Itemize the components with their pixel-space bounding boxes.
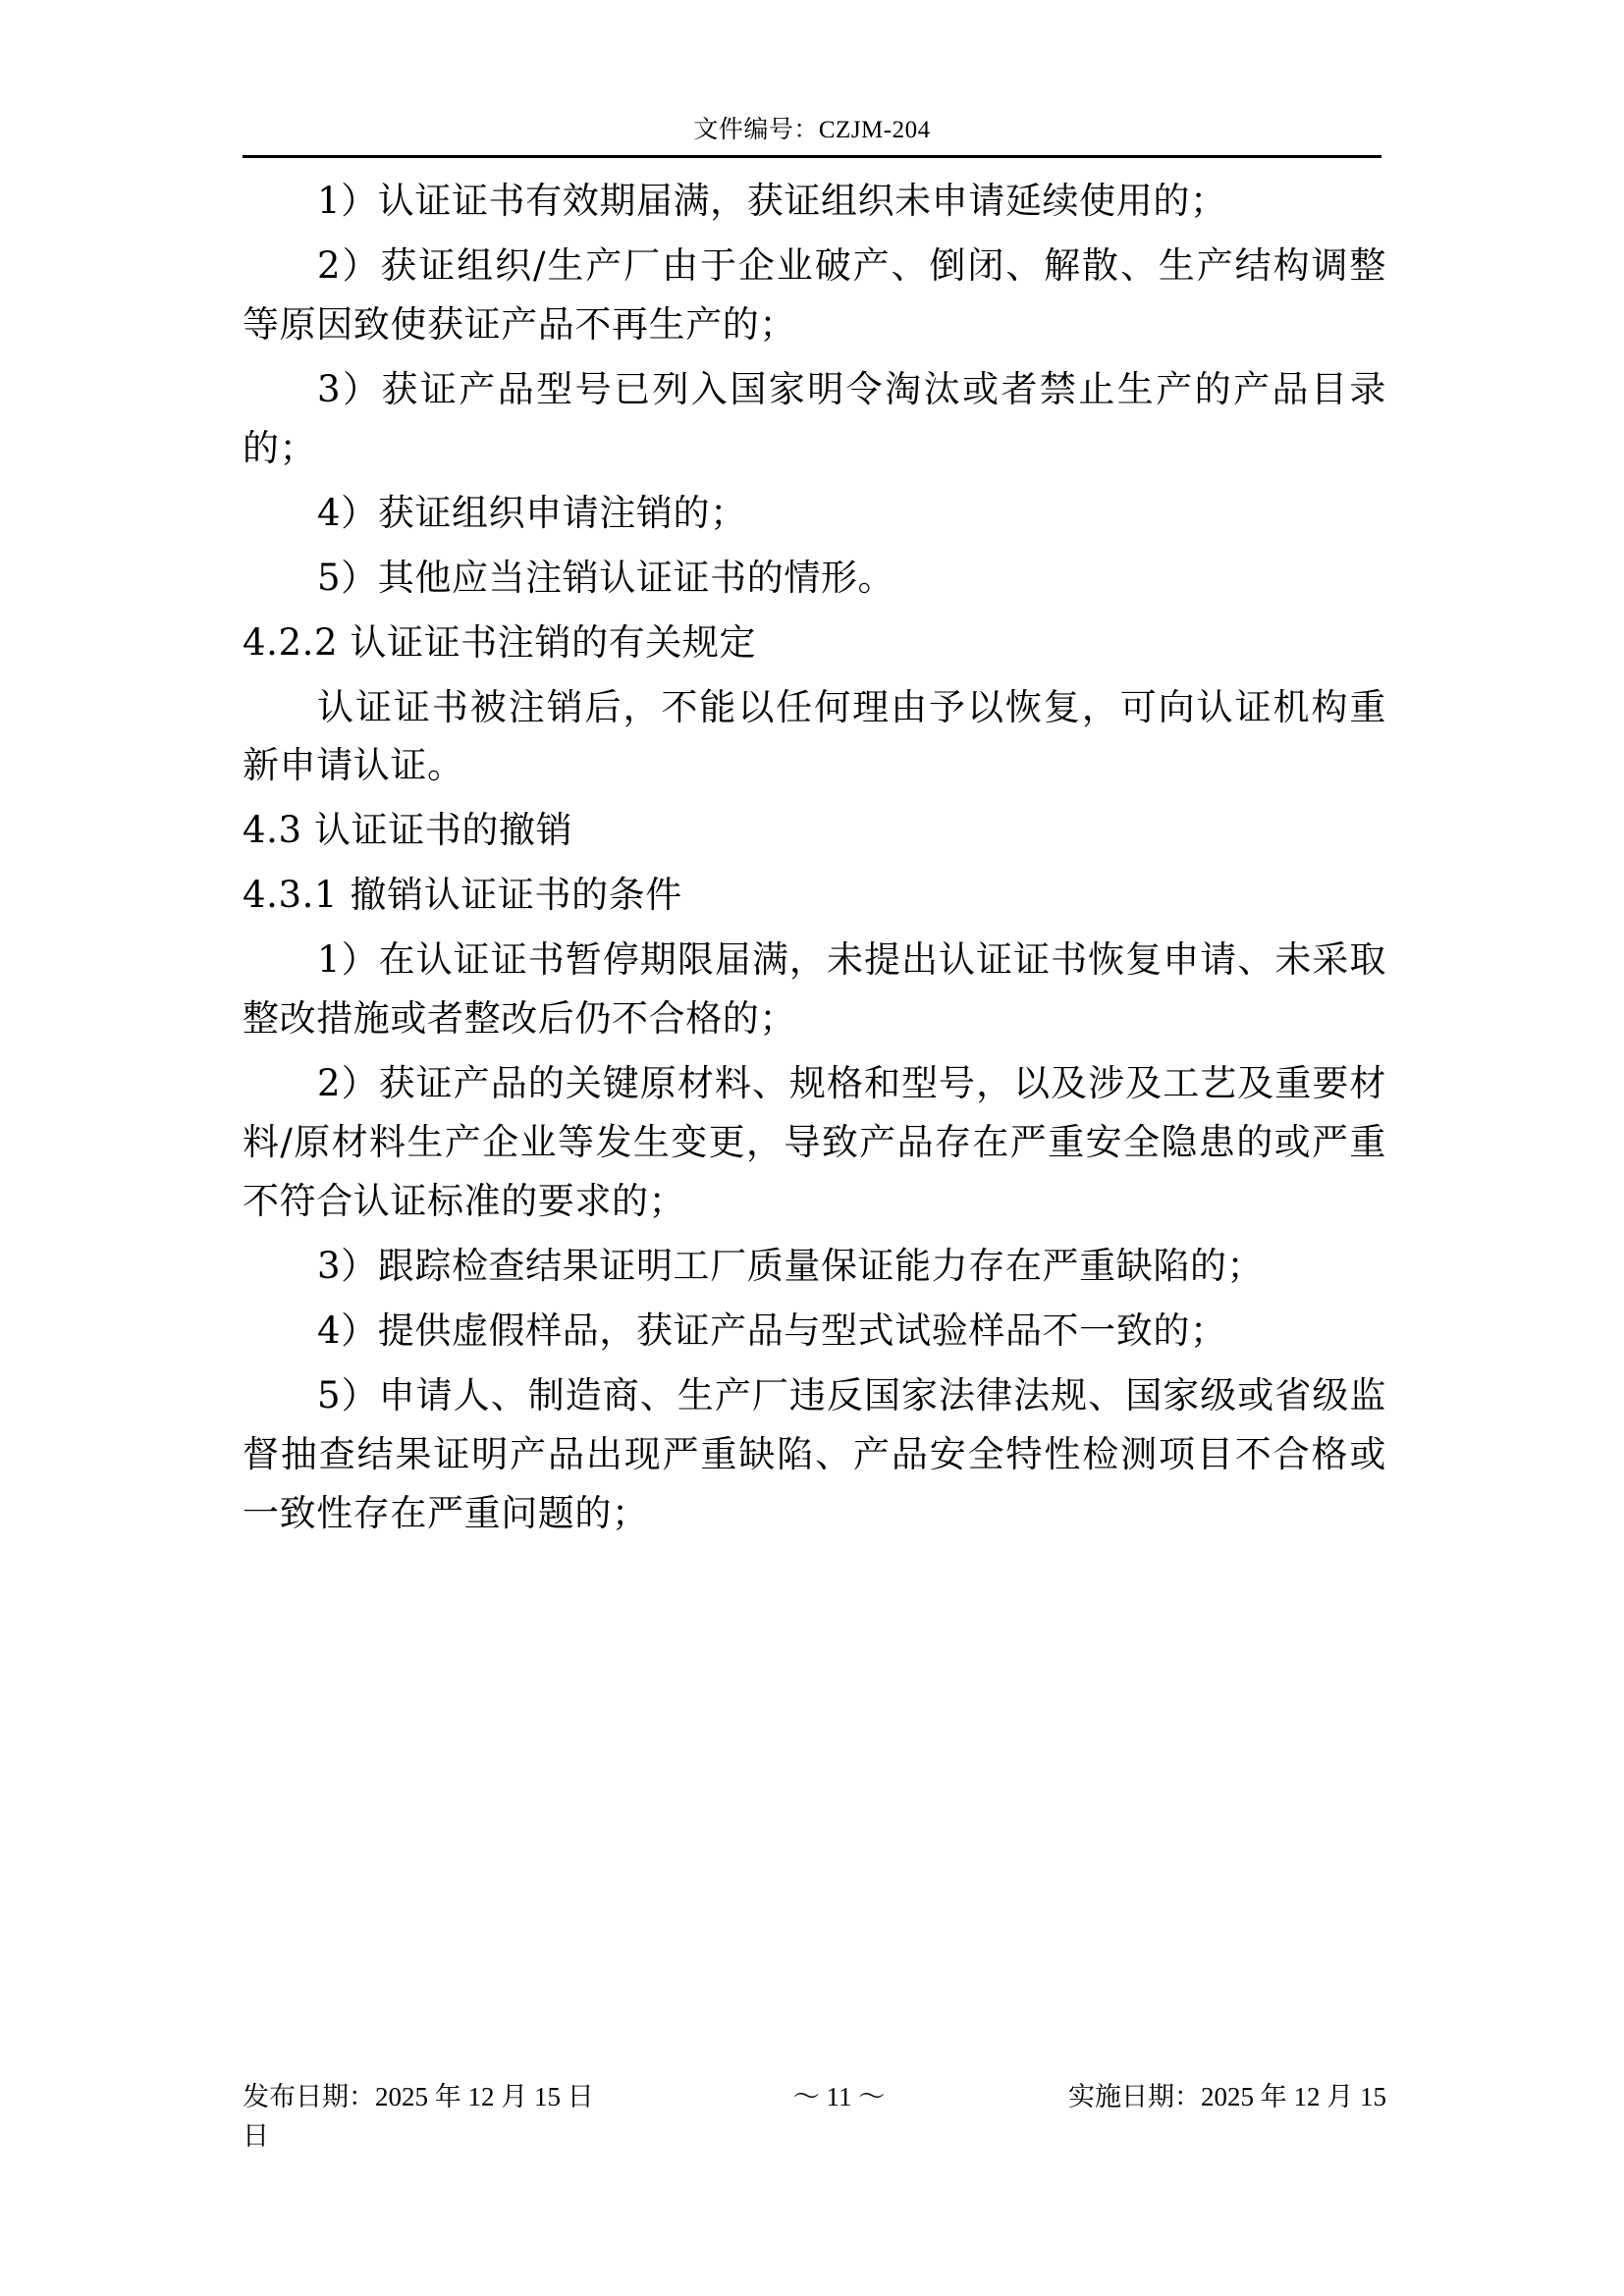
footer-issue-date: 发布日期：2025 年 12 月 15 日	[243, 2082, 594, 2111]
list-item: 4）提供虚假样品，获证产品与型式试验样品不一致的；	[317, 1308, 1227, 1352]
list-item: 2）获证组织/生产厂由于企业破产、倒闭、解散、生产结构调整等原因致使获证产品不再生产的；	[243, 243, 1386, 346]
section-heading-4-2-2: 4.2.2 认证证书注销的有关规定	[243, 620, 757, 664]
header-divider	[243, 155, 1381, 158]
footer-effective-date: 实施日期：2025 年 12 月 15	[1068, 2082, 1386, 2111]
footer-effective-date-overflow: 日	[243, 2120, 269, 2151]
list-item: 5）其他应当注销认证证书的情形。	[317, 556, 895, 599]
list-item: 5）申请人、制造商、生产厂违反国家法律法规、国家级或省级监督抽查结果证明产品出现严重缺陷、产品安全特性检测项目不合格或一致性存在严重问题的；	[243, 1373, 1386, 1534]
paragraph: 认证证书被注销后，不能以任何理由予以恢复，可向认证机构重新申请认证。	[243, 685, 1386, 787]
list-item: 2）获证产品的关键原材料、规格和型号，以及涉及工艺及重要材料/原材料生产企业等发生变更，导致产品存在严重安全隐患的或严重不符合认证标准的要求的；	[243, 1062, 1386, 1222]
list-item: 3）获证产品型号已列入国家明令淘汰或者禁止生产的产品目录的；	[243, 367, 1386, 469]
document-code: 文件编号：CZJM-204	[693, 117, 931, 143]
page-header	[243, 110, 1381, 158]
page-footer	[243, 2079, 1386, 2156]
section-heading-4-3-1: 4.3.1 撤销认证证书的条件	[243, 874, 682, 917]
list-item: 1）在认证证书暂停期限届满，未提出认证证书恢复申请、未采取整改措施或者整改后仍不合格的；	[243, 938, 1386, 1041]
list-item: 1）认证证书有效期届满，获证组织未申请延续使用的；	[317, 180, 1227, 222]
document-body	[243, 172, 1386, 1549]
section-heading-4-3: 4.3 认证证书的撤销	[243, 809, 573, 852]
footer-page-number: ～ 11 ～	[792, 2082, 886, 2111]
list-item: 3）跟踪检查结果证明工厂质量保证能力存在严重缺陷的；	[317, 1244, 1265, 1287]
list-item: 4）获证组织申请注销的；	[317, 491, 747, 534]
